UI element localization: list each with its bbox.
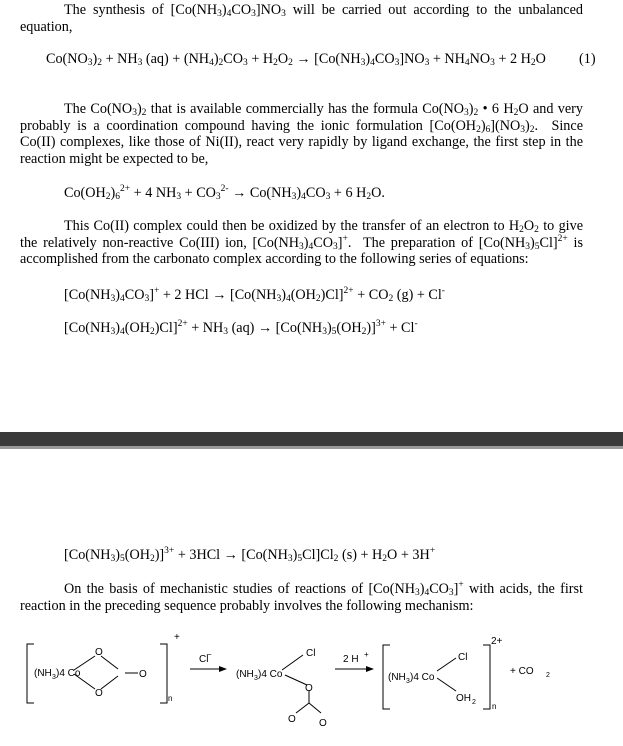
s2-nh3-label: (NH [236, 669, 254, 680]
s3-co-label: )4 Co [410, 672, 435, 683]
equation-1: $Co(NO_3)_2 + NH_3$ $(aq) + (NH_4)_2CO_3 + H_2O_2 \to [Co(NH_3)_4CO_3]NO_3 + NH_4NO_3 + 2$ $H_2O$ [46, 51, 546, 68]
mechanism-paragraph: On the basis of mechanistic studies of reactions of $[Co(NH_3)_4CO_3]^+$ with acids, the first reaction in the preceding sequence probably involves the following mechanism: [20, 580, 583, 614]
s1-n-label: n [168, 694, 173, 703]
s2-oxygen-right: O [319, 718, 327, 729]
s1-charge: + [174, 632, 180, 643]
s3-nh3-label: (NH [388, 672, 406, 683]
intro-paragraph: The synthesis of $[Co(NH_3)_4CO_3]NO_3$ will be carried out according to the unbalanced equation, [20, 2, 583, 35]
species-intermediate [282, 655, 321, 713]
s3-nh3-sub: 3 [406, 678, 410, 685]
oxidation-paragraph: This Co(II) complex could then be oxidized by the transfer of an electron to $H_2O_2$ to give the relatively non-reactive Co(III) ion, $[Co(NH_3)_4CO_3]^+$. The preparation of $[Co(NH_3)_5Cl]^{2+}$ is accomplished from the carbonato complex according to the following series of equations: [20, 218, 583, 267]
s1-oxygen-bottom: O [95, 688, 103, 699]
reaction-arrow-1 [190, 666, 227, 672]
s1-oxygen-top: O [95, 647, 103, 658]
page-break-shadow [0, 446, 623, 449]
s3-aqua-label: OH [456, 693, 471, 704]
s1-nh3-label: (NH [34, 668, 52, 679]
reagent-chloride-charge: − [207, 650, 212, 659]
mechanism-scheme [0, 625, 623, 746]
s2-nh3-sub: 3 [254, 675, 258, 682]
equation-2: $Co(OH_2)_6^{2+} + 4$ $NH_3 + CO_3^{2-} \to Co(NH_3)_4CO_3 + 6$ $H_2O$. [64, 184, 385, 202]
equation-3: $[Co(NH_3)_4CO_3]^+ + 2$ HCl → $[Co(NH_3)_4(OH_2)Cl]^{2+} + CO_2$ (g) + Cl- [64, 286, 445, 304]
reagent-chloride: Cl [199, 654, 209, 665]
product-co2: + CO [510, 666, 534, 677]
s2-co-label: )4 Co [258, 669, 283, 680]
commercial-nitrate-paragraph: The $Co(NO_3)_2$ that is available commercially has the formula $Co(NO_3)_2$ • 6 $H_2O$ and very probably is a coordination compound having the ionic formulation $[Co(OH_2)_6](NO_3)_2$. Since Co(II) complexes, like those of Ni(II), react very rapidly by ligand exchange, the first step in the reaction might be expected to be, [20, 101, 583, 167]
equation-4: $[Co(NH_3)_4(OH_2)Cl]^{2+} + NH_3$ $(aq) \to [Co(NH_3)_5(OH_2)]^{3+} + Cl^-$ [64, 319, 418, 337]
reagent-protons: 2 H [343, 654, 359, 665]
equation-5: $[Co(NH_3)_5(OH_2)]^{3+} + 3HCl \to [Co(NH_3)_5Cl]Cl_2$ $(s) + H_2O + 3H^+$ [64, 546, 436, 564]
s2-oxygen-left: O [288, 714, 296, 725]
s3-chloride: Cl [458, 652, 468, 663]
s2-oxygen-bridge: O [305, 683, 313, 694]
s3-charge: 2+ [491, 636, 503, 647]
s3-n-label: n [492, 702, 497, 711]
page-break-band [0, 432, 623, 446]
s1-oxygen-keto: O [139, 669, 147, 680]
s1-co-label: )4 Co [56, 668, 81, 679]
equation-1-number: (1) [579, 51, 596, 67]
reaction-arrow-2 [335, 666, 374, 672]
s1-nh3-sub: 3 [52, 674, 56, 681]
reagent-protons-charge: + [364, 650, 369, 659]
s3-aqua-sub: 2 [472, 699, 476, 706]
product-co2-sub: 2 [546, 672, 550, 679]
s2-chloride: Cl [306, 648, 316, 659]
